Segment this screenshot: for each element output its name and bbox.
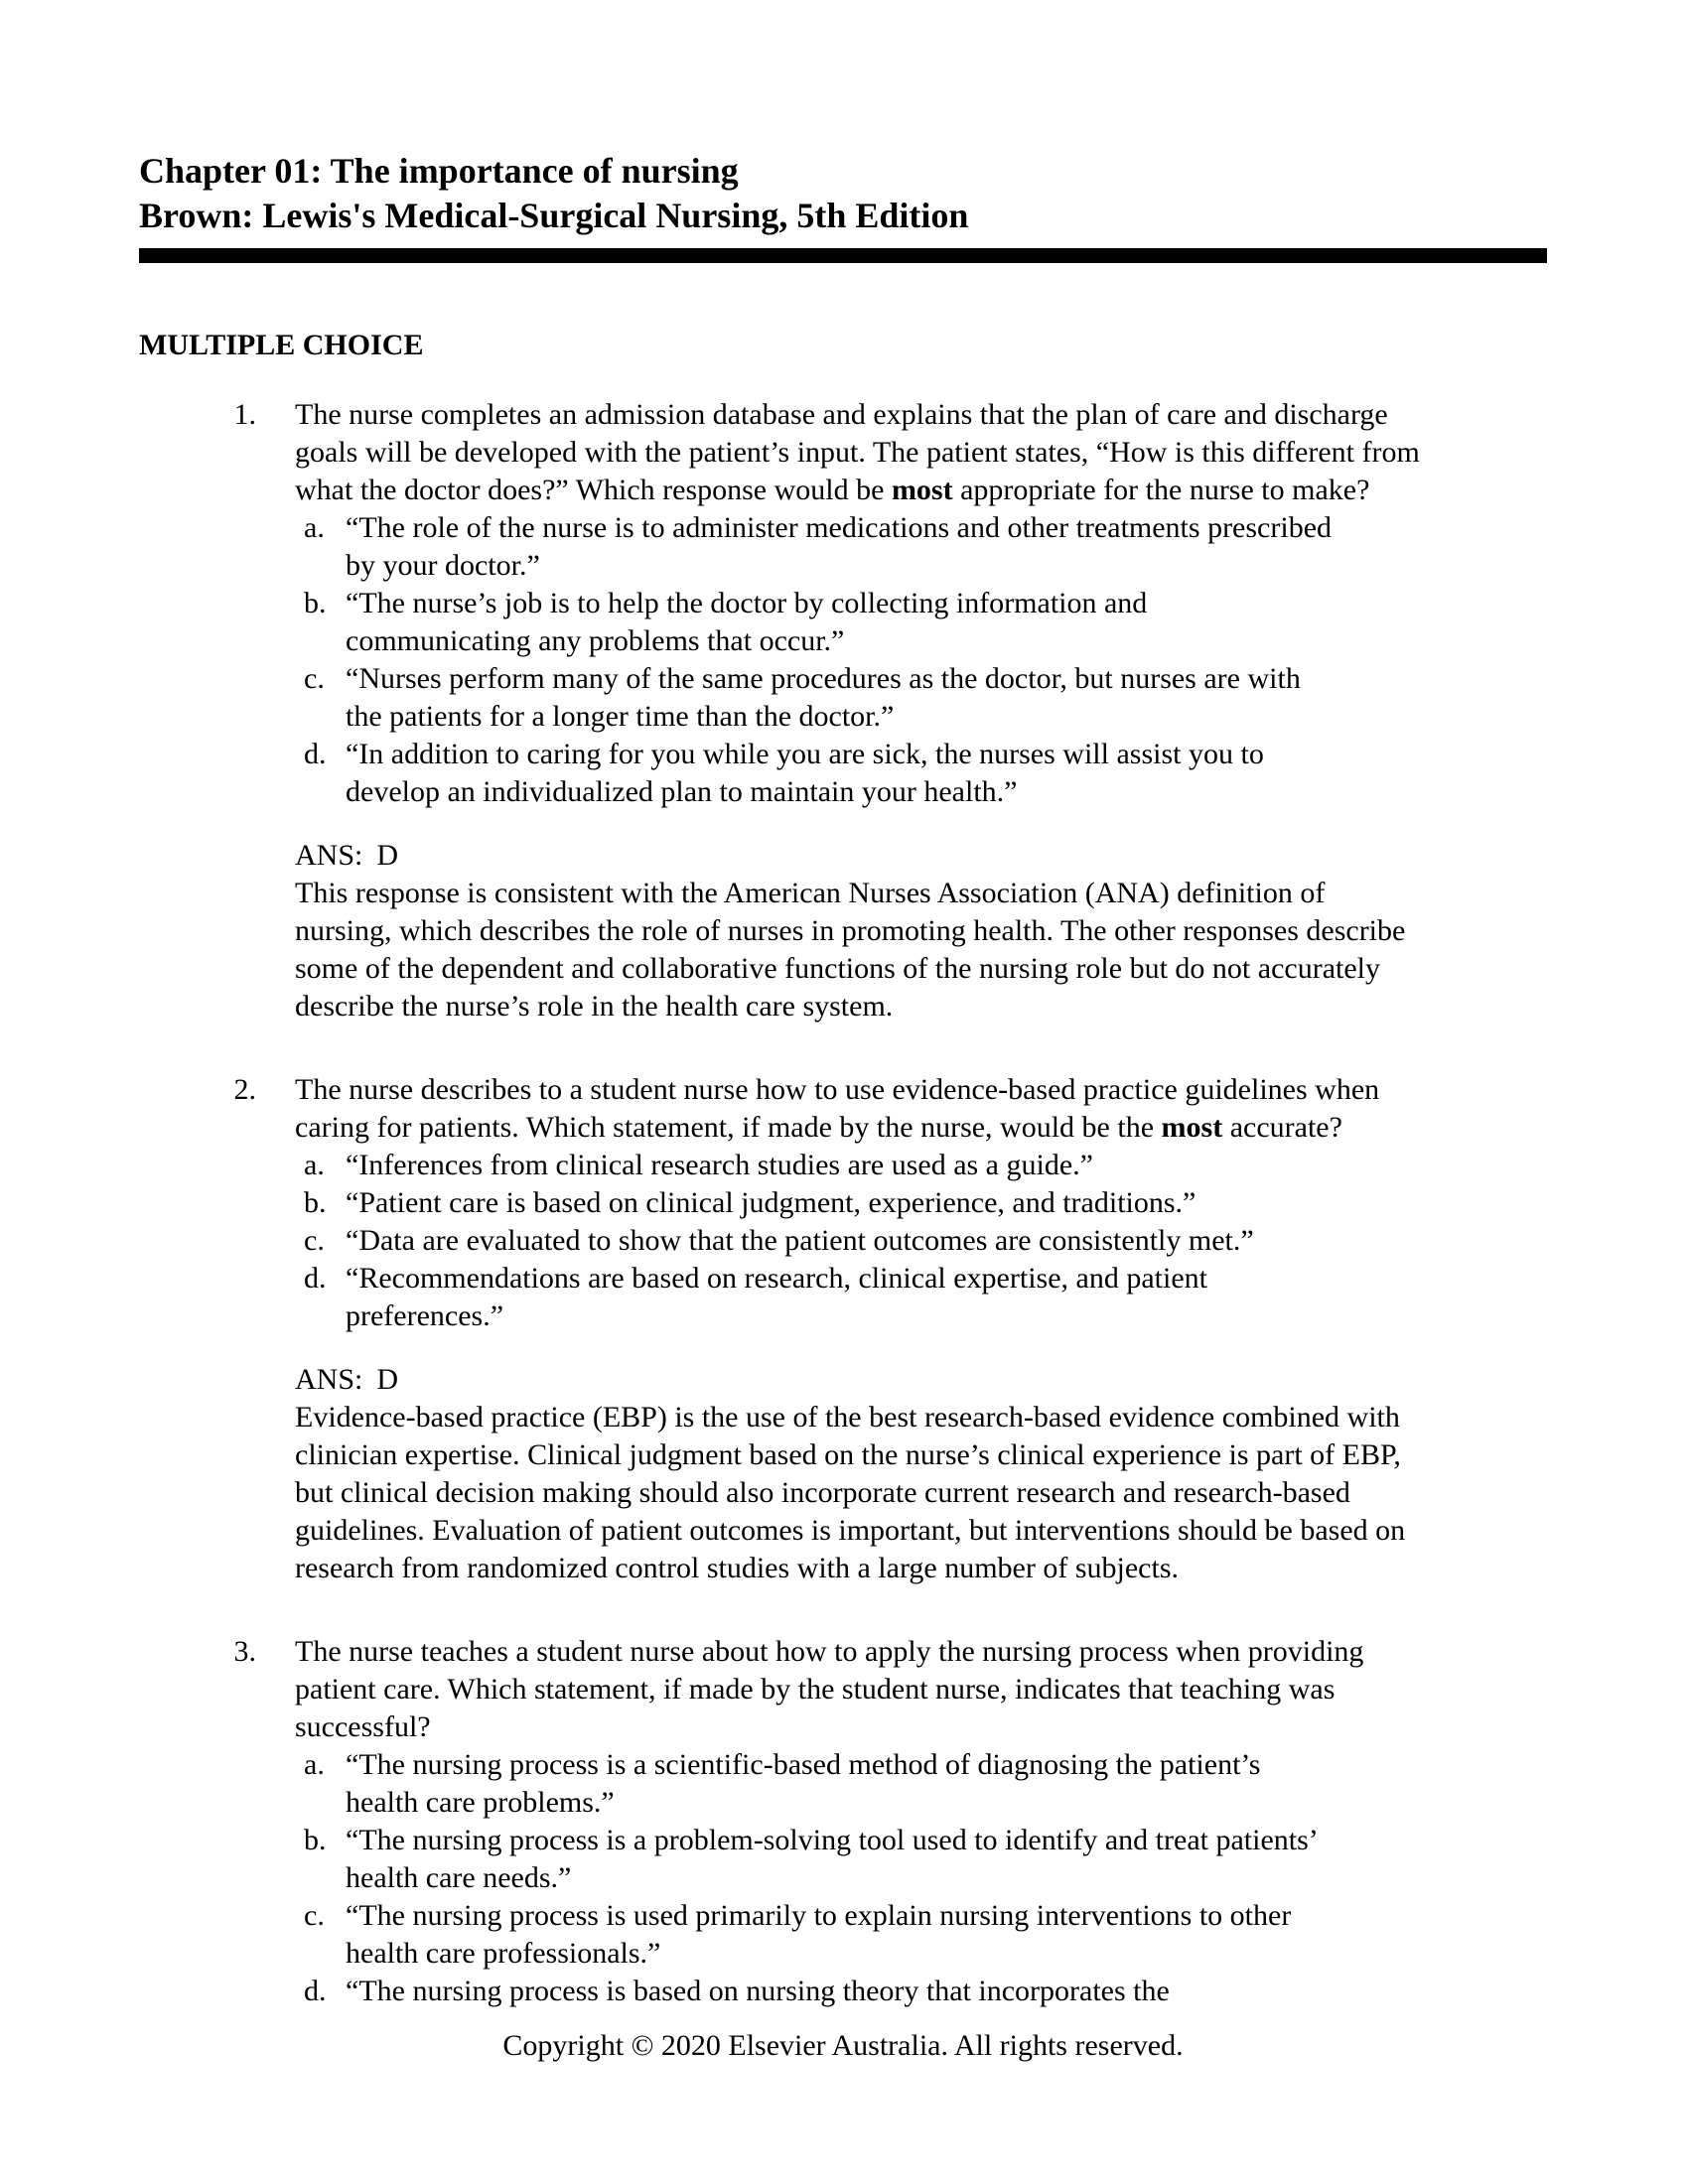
question-body	[295, 1071, 1547, 1587]
option-letter: a.	[304, 511, 325, 544]
question-stem: The nurse teaches a student nurse about how to apply the nursing process when providing patient care. Which statement, if made by the student nurse, indicates that teaching was successful?	[295, 1635, 1364, 1743]
answer-value: D	[376, 839, 399, 872]
option-letter: d.	[304, 738, 327, 770]
document-header	[0, 0, 1688, 263]
answer-option	[304, 1822, 1547, 1897]
option-letter: b.	[304, 1824, 327, 1856]
option-letter: a.	[304, 1149, 325, 1181]
answer-option	[304, 660, 1547, 736]
rationale: Evidence-based practice (EBP) is the use of the best research-based evidence combined with clinician expertise. Clinical judgment based on the nurse’s clinical experience is part of EBP, but clinical decision making should also incorporate current research and research-based guidelines. Evaluation of patient outcomes is important, but interventions should be based on research from randomized control studies with a large number of subjects.	[295, 1401, 1406, 1584]
chapter-title: Chapter 01: The importance of nursing	[139, 151, 739, 191]
question	[139, 1071, 1547, 1587]
answer-option	[304, 1184, 1547, 1222]
option-letter: b.	[304, 1186, 327, 1219]
question-stem: The nurse completes an admission database and explains that the plan of care and discharge goals will be developed with the patient’s input. The patient states, “How is this different from what the doctor does?” Which response would be most appropriate for the nurse to make?	[295, 398, 1420, 506]
rationale: This response is consistent with the American Nurses Association (ANA) definition of nursing, which describes the role of nurses in promoting health. The other responses describe some of the dependent and collaborative functions of the nursing role but do not accurately describe the nurse’s role in the health care system.	[295, 877, 1406, 1023]
answer-block	[295, 1361, 1547, 1587]
answer-option	[304, 1147, 1547, 1184]
question-stem: The nurse describes to a student nurse how to use evidence-based practice guidelines when caring for patients. Which statement, if made by the nurse, would be the most accurate?	[295, 1073, 1380, 1144]
option-text: “The nursing process is a scientific-based method of diagnosing the patient’s health care problems.”	[346, 1748, 1261, 1819]
option-text: “Nurses perform many of the same procedures as the doctor, but nurses are with the patients for a longer time than the doctor.”	[346, 662, 1301, 733]
question-number: 2.	[233, 1073, 256, 1106]
header-rule	[139, 248, 1547, 263]
option-letter: a.	[304, 1748, 325, 1781]
option-text: “Recommendations are based on research, clinical expertise, and patient preferences.”	[346, 1262, 1207, 1332]
options-list	[295, 1746, 1547, 2010]
section-heading: MULTIPLE CHOICE	[139, 329, 424, 361]
options-list	[295, 1147, 1547, 1335]
option-letter: c.	[304, 662, 325, 695]
options-list	[295, 509, 1547, 811]
option-text: “The nursing process is a problem-solving tool used to identify and treat patients’ health care needs.”	[346, 1824, 1319, 1894]
option-text: “The role of the nurse is to administer medications and other treatments prescribed by your doctor.”	[346, 511, 1333, 582]
answer-option	[304, 1973, 1547, 2010]
question-number: 3.	[233, 1635, 256, 1668]
answer-option	[304, 1260, 1547, 1335]
option-text: “The nursing process is based on nursing theory that incorporates the	[346, 1975, 1170, 2007]
question-number: 1.	[233, 398, 256, 431]
answer-option	[304, 1222, 1547, 1260]
option-text: “Data are evaluated to show that the patient outcomes are consistently met.”	[346, 1224, 1254, 1257]
answer-line	[295, 1361, 1547, 1399]
question-list	[139, 396, 1547, 2010]
answer-option	[304, 585, 1547, 660]
answer-option	[304, 1746, 1547, 1822]
option-letter: c.	[304, 1899, 325, 1932]
answer-line	[295, 837, 1547, 875]
option-letter: d.	[304, 1262, 327, 1295]
answer-option	[304, 1897, 1547, 1973]
option-text: “In addition to caring for you while you are sick, the nurses will assist you to develop an individualized plan to maintain your health.”	[346, 738, 1264, 808]
option-letter: b.	[304, 587, 327, 619]
answer-block	[295, 837, 1547, 1025]
option-letter: d.	[304, 1975, 327, 2007]
option-text: “Patient care is based on clinical judgment, experience, and traditions.”	[346, 1186, 1196, 1219]
question	[139, 1633, 1547, 2010]
question-body	[295, 1633, 1547, 2010]
book-title: Brown: Lewis's Medical-Surgical Nursing, 5th Edition	[139, 196, 969, 235]
option-text: “The nurse’s job is to help the doctor by collecting information and communicating any problems that occur.”	[346, 587, 1148, 657]
answer-option	[304, 509, 1547, 585]
answer-value: D	[376, 1363, 399, 1396]
answer-label: ANS:	[295, 1363, 363, 1396]
page-footer: Copyright © 2020 Elsevier Australia. All rights reserved.	[502, 2029, 1184, 2062]
question-body	[295, 396, 1547, 1025]
option-text: “The nursing process is used primarily to explain nursing interventions to other health care professionals.”	[346, 1899, 1292, 1970]
answer-option	[304, 736, 1547, 811]
option-letter: c.	[304, 1224, 325, 1257]
question	[139, 396, 1547, 1025]
answer-label: ANS:	[295, 839, 363, 872]
document-body	[139, 327, 1547, 2010]
option-text: “Inferences from clinical research studies are used as a guide.”	[346, 1149, 1093, 1181]
